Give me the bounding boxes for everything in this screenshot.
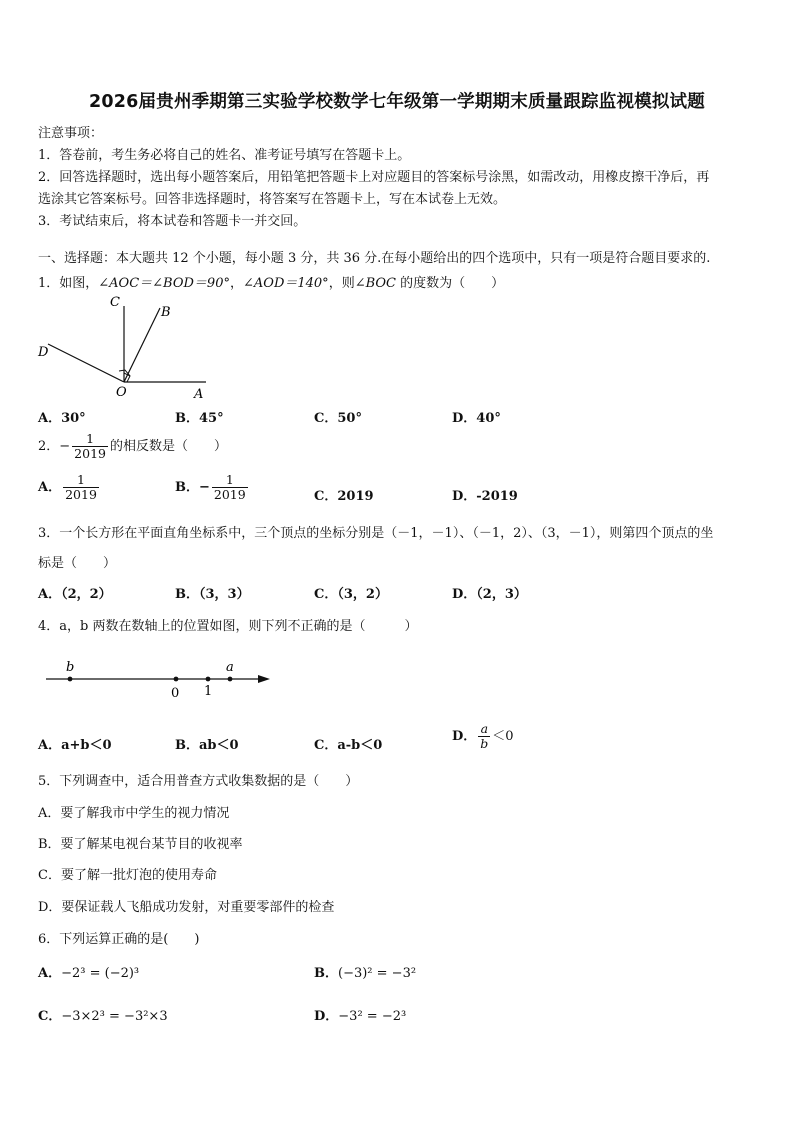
q5-option-b: B．要了解某电视台某节目的收视率 [38,837,243,852]
q4-option-d-num: a [478,722,490,737]
question-4-stem: 4．a，b 两数在数轴上的位置如图，则下列不正确的是（ ） [38,619,418,634]
q1-target: ∠BOC [354,276,396,291]
q1-suffix: 的度数为（ ） [396,276,505,291]
question-3-stem-line-2: 标是（ ） [38,556,117,571]
q2-option-a-num: 1 [63,473,99,488]
q1-option-d: D．40° [452,411,501,426]
label-b: B [161,305,171,320]
q2-option-d: D．-2019 [452,489,518,504]
page-title: 2026届贵州季期第三实验学校数学七年级第一学期期末质量跟踪监视模拟试题 [89,92,705,112]
label-c: C [110,295,120,310]
q1-prefix: 1．如图， [38,276,99,291]
q6-option-b [314,962,416,981]
angle-figure [30,292,220,400]
q6-option-a-label: A． [38,966,62,981]
point-b [68,677,73,682]
q6-option-d-math: −3² = −2³ [338,1009,407,1024]
q6-option-d [314,1005,406,1024]
q2-option-b-num: 1 [212,473,248,488]
question-3-stem-line-1: 3．一个长方形在平面直角坐标系中，三个顶点的坐标分别是（－1，－1）、（－1，2）、（3，－1），则第四个顶点的坐 [38,526,714,541]
q3-option-a: A．（2，2） [38,587,112,602]
q6-option-c-label: C． [38,1009,62,1024]
label-a: a [226,660,234,675]
section-heading: 一、选择题：本大题共 12 个小题，每小题 3 分，共 36 分.在每小题给出的四个选项中，只有一项是符合题目要求的. [38,251,711,266]
label-d: D [38,345,49,360]
point-zero [174,677,179,682]
q1-condition-2: ∠AOD＝140° [243,276,329,291]
point-one [206,677,211,682]
q6-option-a-math: −2³ = (−2)³ [61,966,140,981]
q5-option-d: D．要保证载人飞船成功发射，对重要零部件的检查 [38,900,335,915]
q2-denominator: 2019 [74,446,106,461]
q4-option-d [452,722,514,751]
label-zero: 0 [171,686,180,701]
q1-condition-1: ∠AOC＝∠BOD＝90° [98,276,230,291]
q3-option-b: B．（3，3） [175,587,250,602]
label-a: A [194,387,204,400]
q4-option-d-tail: ＜0 [492,729,514,744]
ray-od [48,344,124,382]
q1-option-c: C．50° [314,411,362,426]
notice-item-1: 1．答卷前，考生务必将自己的姓名、准考证号填写在答题卡上。 [38,148,411,163]
q6-option-b-math: (−3)² = −3² [338,966,417,981]
ray-ob [124,308,160,382]
q4-option-d-den: b [480,736,489,751]
q4-option-d-fraction [478,722,490,751]
q2-option-a [38,473,101,502]
q4-option-a: A．a+b＜0 [38,738,112,753]
q2-suffix: 的相反数是（ ） [109,439,227,454]
q2-option-a-label: A． [38,480,62,495]
q1-option-b: B．45° [175,411,224,426]
notice-item-2-cont: 选涂其它答案标号。回答非选择题时，将答案写在答题卡上，写在本试卷上无效。 [38,192,507,207]
q6-option-d-label: D． [314,1009,339,1024]
q3-option-c: C．（3，2） [314,587,388,602]
notice-item-3: 3．考试结束后，将本试卷和答题卡一并交回。 [38,214,307,229]
q1-mid: ，则 [328,276,355,291]
q6-option-c-math: −3×2³ = −3²×3 [61,1009,168,1024]
label-o: O [116,385,127,400]
q5-option-a: A．要了解我市中学生的视力情况 [38,806,230,821]
q4-option-d-label: D． [452,729,477,744]
question-2-stem [38,432,227,461]
q2-option-c: C．2019 [314,489,374,504]
q2-option-b-den: 2019 [213,487,246,502]
q1-separator: ， [229,276,243,291]
q2-prefix: 2．− [38,439,71,454]
point-a [228,677,233,682]
q6-option-a [38,962,139,981]
q3-option-d: D．（2，3） [452,587,527,602]
q6-option-b-label: B． [314,966,338,981]
q2-fraction [72,432,108,461]
label-b: b [66,660,75,675]
question-5-stem: 5．下列调查中，适合用普查方式收集数据的是（ ） [38,774,359,789]
q4-option-c: C．a-b＜0 [314,738,383,753]
notice-item-2: 2．回答选择题时，选出每小题答案后，用铅笔把答题卡上对应题目的答案标号涂黑，如需改动，用橡皮擦干净后，再 [38,170,710,185]
q2-option-a-fraction [63,473,99,502]
q2-numerator: 1 [72,432,108,447]
q5-option-c: C．要了解一批灯泡的使用寿命 [38,868,217,883]
q2-option-a-den: 2019 [65,487,97,502]
q4-option-b: B．ab＜0 [175,738,239,753]
q2-option-b [175,473,250,502]
q2-option-b-fraction [212,473,248,502]
number-line-figure [40,655,280,703]
label-one: 1 [204,684,213,699]
notice-heading: 注意事项： [38,126,104,141]
q1-option-a: A．30° [38,411,86,426]
question-6-stem: 6．下列运算正确的是( ) [38,932,200,947]
q2-option-b-label: B．− [175,480,210,495]
arrow-icon [258,675,270,683]
q6-option-c [38,1005,168,1024]
question-1-stem [38,272,504,291]
